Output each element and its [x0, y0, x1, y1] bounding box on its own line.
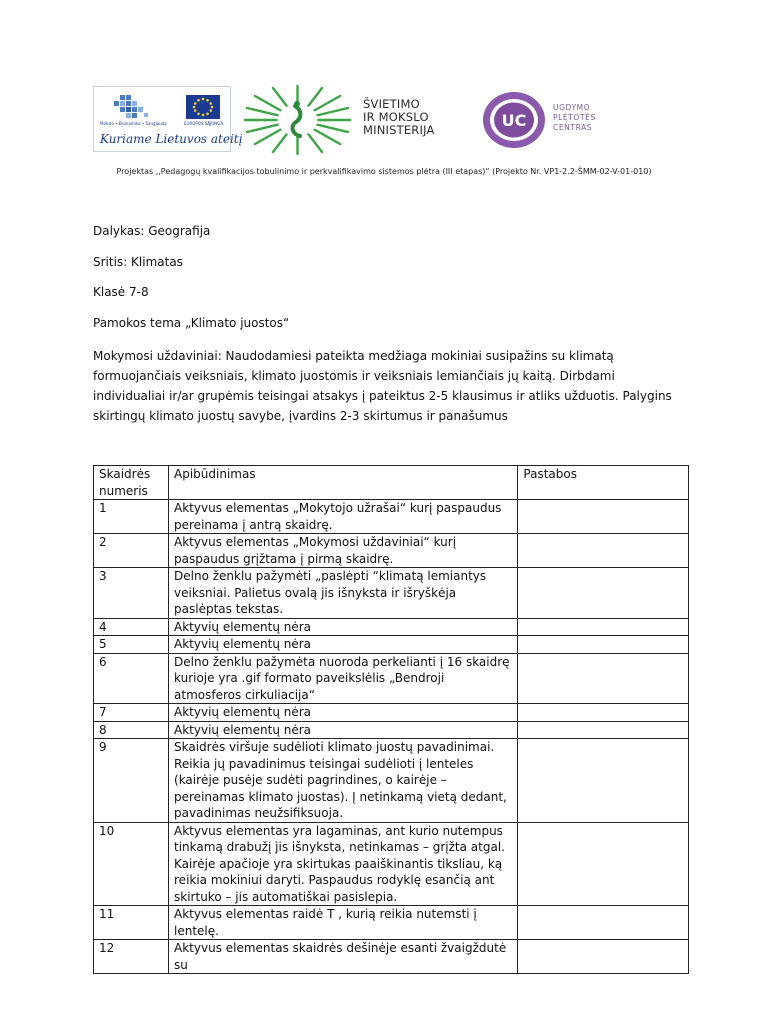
upc-name	[553, 103, 596, 133]
eu-slogan: Kuriame Lietuvos ateitį	[100, 132, 243, 146]
slide-description: Aktyvių elementų nėra	[169, 636, 518, 654]
slide-number: 3	[94, 568, 169, 619]
logo-strip	[93, 84, 693, 156]
slide-description: Aktyvių elementų nėra	[169, 704, 518, 722]
ministry-name	[363, 98, 435, 137]
eu-flag-icon	[186, 95, 220, 119]
slide-notes	[518, 721, 689, 739]
upc-line-1: UGDYMO	[553, 103, 591, 112]
slide-notes	[518, 906, 689, 940]
slide-number: 12	[94, 940, 169, 974]
slide-number: 11	[94, 906, 169, 940]
objectives-paragraph: Mokymosi uždaviniai: Naudodamiesi pateikta medžiaga mokiniai susipažins su klimatą formuojančiais veiksniais, klimato juostomis ir veiksniais lemiančiais jų kaitą. Dirbdami individualiai ir/ar grupėmis teisingai atsakys į pateiktus 2-5 klausimus ir atliks užduotis. Palygins skirtingų klimato juostų savybe, įvardins 2-3 skirtumus ir panašumus	[93, 349, 672, 423]
eu-funds-logo	[93, 86, 243, 152]
slide-notes	[518, 500, 689, 534]
project-caption: Projektas ,,Pedagogų kvalifikacijos tobulinimo ir perkvalifikavimo sistemos plėtra (III etapas)“ (Projekto Nr. VP1-2.2-ŠMM-02-V-01-010)	[116, 167, 652, 176]
header-description: Apibūdinimas	[169, 466, 518, 500]
slide-description: Aktyvus elementas raidė T , kurią reikia nutemsti į lentelę.	[169, 906, 518, 940]
table-row	[94, 906, 689, 940]
slide-description: Aktyvių elementų nėra	[169, 618, 518, 636]
slide-description: Aktyvus elementas skaidrės dešinėje esanti žvaigždutė su	[169, 940, 518, 974]
upc-emblem-icon	[481, 90, 547, 150]
ministry-line-3: MINISTERIJA	[363, 123, 435, 137]
table-row	[94, 618, 689, 636]
slide-description: Aktyvus elementas „Mokymosi uždaviniai“ kurį paspaudus grįžtama į pirmą skaidrę.	[169, 534, 518, 568]
mosaic-icon	[114, 93, 172, 123]
slide-notes	[518, 704, 689, 722]
slides-table	[93, 465, 689, 974]
slide-number: 6	[94, 653, 169, 704]
table-row	[94, 822, 689, 906]
upc-line-3: CENTRAS	[553, 123, 593, 132]
topic-line: Pamokos tema „Klimato juostos“	[93, 316, 290, 330]
table-row	[94, 653, 689, 704]
slide-description: Skaidrės viršuje sudėlioti klimato juostų pavadinimai. Reikia jų pavadinimus teisingai sudėlioti į lenteles (kairėje pusėje sudėti pagrindines, o kairėje – pereinamas klimato juostas). Į netinkamą vietą dedant, pavadinimas neužsifiksuoja.	[169, 739, 518, 823]
slide-number: 7	[94, 704, 169, 722]
header-notes: Pastabos	[518, 466, 689, 500]
slide-description: Aktyvus elementas yra lagaminas, ant kurio nutempus tinkamą drabužį jis išnyksta, netinkamas – grįžta atgal. Kairėje apačioje yra skirtukas paaiškinantis tiksliau, ką reikia mokiniui daryti. Paspaudus rodyklę esančią ant skirtuko – jis automatiškai pasislepia.	[169, 822, 518, 906]
slide-notes	[518, 940, 689, 974]
upc-mark: UC	[501, 111, 527, 130]
table-header-row	[94, 466, 689, 500]
table-row	[94, 500, 689, 534]
table-row	[94, 568, 689, 619]
upc-line-2: PLĖTOTĖS	[553, 113, 596, 122]
slide-description: Delno ženklu pažymėti „paslėpti “klimatą lemiantys veiksniai. Palietus ovalą jis išnyksta ir išryškėja paslėptas tekstas.	[169, 568, 518, 619]
header-slide-number: Skaidrės numeris	[94, 466, 169, 500]
slide-notes	[518, 568, 689, 619]
eu-small-right: EUROPOS SĄJUNGA	[184, 121, 223, 126]
eu-small-left: Mokslo • Ekonomika • Sanglauda	[100, 121, 167, 126]
slide-number: 1	[94, 500, 169, 534]
slide-description: Aktyvus elementas „Mokytojo užrašai“ kurį paspaudus pereinama į antrą skaidrę.	[169, 500, 518, 534]
slide-notes	[518, 618, 689, 636]
slide-notes	[518, 653, 689, 704]
slide-notes	[518, 534, 689, 568]
ministry-emblem-icon	[240, 84, 355, 156]
eu-stars-icon	[186, 95, 220, 119]
slide-notes	[518, 822, 689, 906]
subject-line: Dalykas: Geografija	[93, 224, 211, 238]
slide-description: Delno ženklu pažymėta nuoroda perkelianti į 16 skaidrę kurioje yra .gif formato paveikslėlis „Bendroji atmosferos cirkuliacija“	[169, 653, 518, 704]
slide-number: 5	[94, 636, 169, 654]
slide-number: 2	[94, 534, 169, 568]
slide-number: 4	[94, 618, 169, 636]
ministry-line-1: ŠVIETIMO	[363, 97, 420, 111]
slide-number: 9	[94, 739, 169, 823]
slide-notes	[518, 739, 689, 823]
slide-description: Aktyvių elementų nėra	[169, 721, 518, 739]
table-row	[94, 739, 689, 823]
table-row	[94, 940, 689, 974]
slide-number: 10	[94, 822, 169, 906]
grade-line: Klasė 7-8	[93, 285, 149, 299]
table-row	[94, 636, 689, 654]
table-row	[94, 534, 689, 568]
slide-notes	[518, 636, 689, 654]
table-row	[94, 721, 689, 739]
ministry-line-2: IR MOKSLO	[363, 110, 429, 124]
table-row	[94, 704, 689, 722]
slide-number: 8	[94, 721, 169, 739]
field-line: Sritis: Klimatas	[93, 255, 183, 269]
